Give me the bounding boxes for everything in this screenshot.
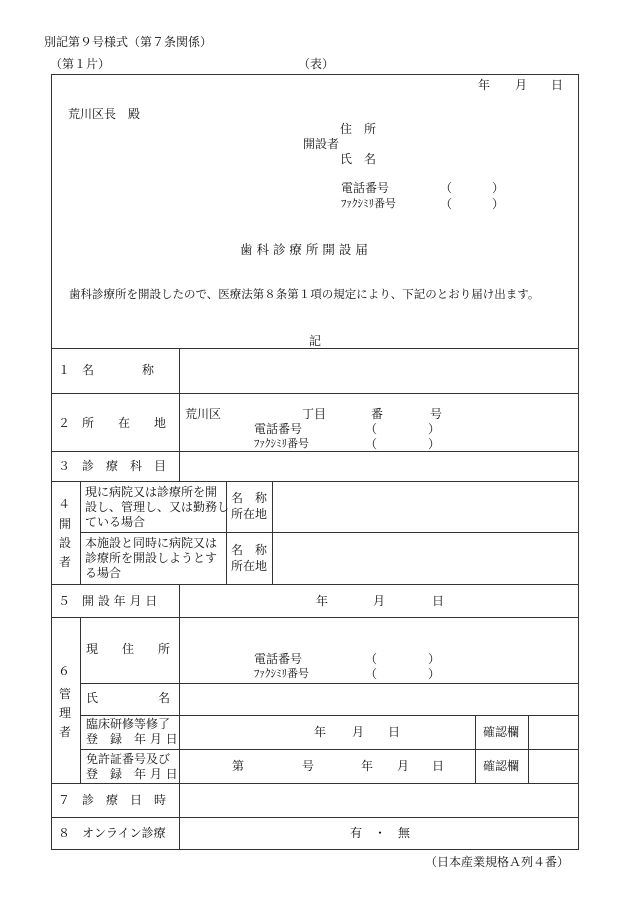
date-year: 年 [361, 759, 374, 773]
fax-label: ﾌｧｸｼﾐﾘ番号 [341, 197, 396, 210]
paren-open: （ [440, 197, 453, 211]
footer-note: （日本産業規格Ａ列４番） [425, 855, 570, 869]
phone-label: 電話番号 [341, 181, 390, 195]
row4-vertical-char: 開 [59, 517, 72, 531]
founder-new-line: 診療所を開設しようとす [85, 551, 218, 565]
body-text: 歯科診療所を開設したので、医療法第８条第１項の規定により、下記のとおり届け出ます。 [69, 287, 540, 301]
facility-location-label: 所在地 [231, 559, 268, 573]
clinical-training-label: 臨床研修等修了 [86, 717, 171, 731]
document-title: 歯 科 診 療 所 開 設 届 [240, 242, 368, 257]
date-day: 日 [432, 594, 445, 608]
facility-name-label: 名 称 [231, 491, 268, 505]
online-yes-no: 有 ・ 無 [350, 826, 411, 840]
paren-close: ） [492, 197, 505, 211]
license-label: 登 録 年 月 日 [86, 767, 178, 781]
paren-close: ） [428, 667, 441, 681]
paren-open: （ [365, 437, 378, 451]
ki-label: 記 [309, 334, 322, 348]
row4-number: ４ [58, 497, 71, 511]
paren-close: ） [428, 652, 441, 666]
date-month: 月 [515, 78, 528, 92]
row-opening-date-label: ５ 開 設 年 月 日 [58, 594, 158, 608]
front-label: （表） [298, 57, 335, 71]
paren-close: ） [492, 181, 505, 195]
row-online-label: ８ オンライン診療 [58, 826, 166, 840]
founder-label: 開設者 [303, 137, 340, 151]
confirm-label: 確認欄 [483, 725, 520, 739]
paren-open: （ [440, 181, 453, 195]
date-day: 日 [388, 725, 401, 739]
phone-label: 電話番号 [254, 652, 303, 666]
row-name-label: １ 名 称 [58, 363, 155, 377]
ban-label: 番 [371, 407, 384, 421]
row-departments-label: ３ 診 療 科 目 [58, 459, 167, 473]
go-label: 号 [430, 407, 443, 421]
row-hours-label: ７ 診 療 日 時 [58, 793, 167, 807]
paren-close: ） [428, 422, 441, 436]
license-label: 免許証番号及び [86, 752, 171, 766]
founder-existing-line: 設し、管理し、又は勤務し [85, 500, 230, 514]
address-label: 住 所 [340, 122, 377, 136]
founder-new-line: 本施設と同時に病院又は [85, 536, 218, 550]
confirm-label: 確認欄 [483, 759, 520, 773]
paren-close: ） [428, 437, 441, 451]
manager-name-label: 氏 名 [86, 691, 171, 705]
license-gou-label: 号 [302, 759, 315, 773]
founder-existing-line: 現に病院又は診療所を開 [85, 485, 218, 499]
row6-vertical-char: 理 [59, 706, 72, 720]
manager-address-label: 現 住 所 [86, 642, 171, 656]
facility-name-label: 名 称 [231, 543, 268, 557]
form-number: 別記第９号様式（第７条関係） [44, 35, 213, 49]
date-year: 年 [478, 78, 491, 92]
row4-vertical-char: 者 [59, 555, 72, 569]
founder-new-line: る場合 [85, 566, 122, 580]
date-month: 月 [352, 725, 365, 739]
founder-existing-line: ている場合 [85, 515, 146, 529]
row6-vertical-char: 管 [59, 687, 72, 701]
license-no-label: 第 [232, 759, 245, 773]
addressee: 荒川区長 殿 [68, 107, 141, 121]
name-label: 氏 名 [340, 152, 377, 166]
paren-open: （ [365, 652, 378, 666]
date-month: 月 [397, 759, 410, 773]
fax-label: ﾌｧｸｼﾐﾘ番号 [254, 667, 309, 680]
paren-open: （ [365, 422, 378, 436]
paren-open: （ [365, 667, 378, 681]
clinical-training-label: 登 録 年 月 日 [86, 732, 178, 746]
facility-location-label: 所在地 [231, 507, 268, 521]
chome-label: 丁目 [302, 407, 327, 421]
row6-vertical-char: 者 [59, 725, 72, 739]
date-year: 年 [314, 725, 327, 739]
date-month: 月 [373, 594, 386, 608]
date-day: 日 [551, 78, 564, 92]
ward-name: 荒川区 [185, 407, 222, 421]
row-location-label: ２ 所 在 地 [58, 416, 167, 430]
fax-label: ﾌｧｸｼﾐﾘ番号 [254, 437, 309, 450]
date-day: 日 [432, 759, 445, 773]
row4-vertical-char: 設 [59, 536, 72, 550]
date-year: 年 [316, 594, 329, 608]
row6-number: ６ [58, 664, 71, 678]
page-label: （第１片） [50, 57, 111, 71]
phone-label: 電話番号 [254, 422, 303, 436]
